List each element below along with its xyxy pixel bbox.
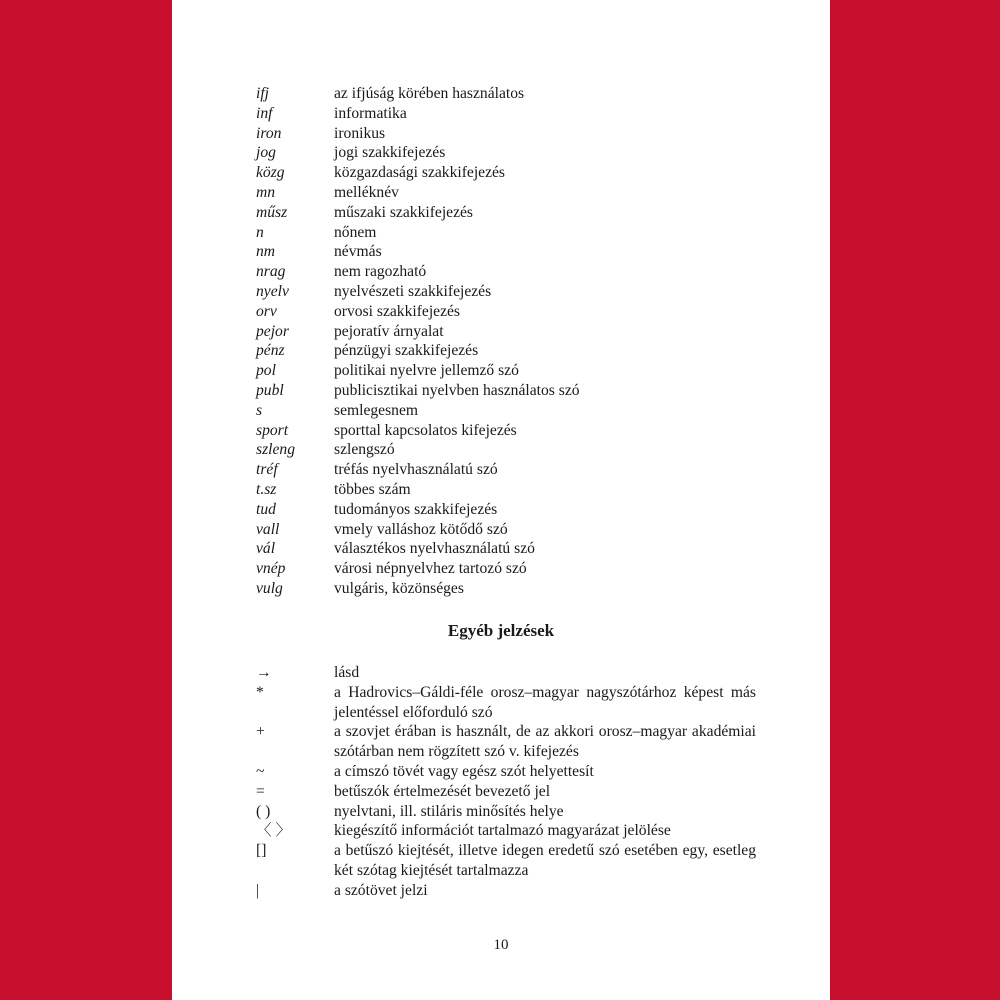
- symbol-definition: a szótövet jelzi: [334, 881, 428, 899]
- symbol-list: [256, 663, 756, 901]
- abbreviation-definition: sporttal kapcsolatos kifejezés: [334, 421, 517, 439]
- abbreviation-definition: semlegesnem: [334, 401, 419, 419]
- abbreviation-definition: szlengszó: [334, 441, 395, 459]
- abbreviation-definition: választékos nyelvhasználatú szó: [334, 540, 535, 558]
- abbreviation-key: orv: [256, 302, 277, 320]
- abbreviation-list: [256, 84, 776, 599]
- abbreviation-row: [256, 322, 776, 342]
- symbol-key: *: [256, 683, 264, 701]
- abbreviation-row: [256, 143, 776, 163]
- symbol-row: [256, 683, 756, 723]
- abbreviation-row: [256, 500, 776, 520]
- section-title: Egyéb jelzések: [447, 621, 555, 640]
- abbreviation-definition: műszaki szakkifejezés: [334, 203, 473, 221]
- page-number: 10: [493, 937, 509, 953]
- abbreviation-key: közg: [256, 164, 285, 182]
- abbreviation-row: [256, 223, 776, 243]
- abbreviation-key: mn: [256, 183, 276, 201]
- abbreviation-definition: az ifjúság körében használatos: [334, 85, 525, 102]
- abbreviation-row: [256, 460, 776, 480]
- abbreviation-key: ifj: [256, 85, 269, 102]
- abbreviation-row: [256, 341, 776, 361]
- abbreviation-definition: vmely valláshoz kötődő szó: [334, 520, 508, 538]
- symbol-key: |: [256, 881, 260, 899]
- abbreviation-key: iron: [256, 124, 282, 142]
- abbreviation-definition: ironikus: [334, 124, 386, 142]
- abbreviation-row: [256, 361, 776, 381]
- abbreviation-key: vnép: [256, 560, 286, 578]
- abbreviation-key: sport: [256, 421, 289, 439]
- abbreviation-row: [256, 163, 776, 183]
- symbol-key: +: [256, 723, 265, 741]
- abbreviation-key: n: [256, 223, 264, 241]
- symbol-row: [256, 841, 756, 881]
- abbreviation-definition: pejoratív árnyalat: [334, 322, 444, 340]
- symbol-row: [256, 821, 756, 841]
- abbreviation-key: tud: [256, 500, 276, 518]
- symbol-key: []: [256, 842, 267, 860]
- abbreviation-row: [256, 282, 776, 302]
- abbreviation-row: [256, 262, 776, 282]
- abbreviation-key: tréf: [256, 461, 278, 479]
- abbreviation-definition: nyelvészeti szakkifejezés: [334, 282, 492, 300]
- abbreviation-definition: melléknév: [334, 183, 399, 201]
- abbreviation-key: vulg: [256, 579, 283, 597]
- abbreviation-key: s: [256, 401, 263, 419]
- abbreviation-key: vall: [256, 520, 280, 538]
- symbol-definition: betűszók értelmezését bevezető jel: [334, 782, 551, 800]
- abbreviation-definition: publicisztikai nyelvben használatos szó: [334, 381, 580, 399]
- abbreviation-definition: nem ragozható: [334, 263, 427, 281]
- symbol-definition: a Hadrovics–Gáldi-féle orosz–magyar nagyszótárhoz képest más jelentéssel előforduló szó: [334, 683, 756, 721]
- symbol-row: [256, 722, 756, 762]
- symbol-key: 〈 〉: [256, 822, 292, 840]
- abbreviation-row: [256, 104, 776, 124]
- abbreviation-definition: közgazdasági szakkifejezés: [334, 164, 506, 182]
- abbreviation-row: [256, 124, 776, 144]
- abbreviation-key: pénz: [256, 342, 285, 360]
- abbreviation-key: nm: [256, 243, 276, 261]
- symbol-row: [256, 663, 756, 683]
- symbol-key: →: [256, 664, 272, 681]
- abbreviation-key: t.sz: [256, 480, 277, 498]
- abbreviation-definition: politikai nyelvre jellemző szó: [334, 362, 519, 380]
- abbreviation-row: [256, 520, 776, 540]
- symbol-definition: kiegészítő információt tartalmazó magyarázat jelölése: [334, 822, 671, 840]
- symbol-definition: lásd: [334, 664, 360, 681]
- abbreviation-definition: nőnem: [334, 223, 377, 241]
- left-red-border: [0, 0, 172, 1000]
- abbreviation-row: [256, 381, 776, 401]
- abbreviation-definition: informatika: [334, 104, 407, 122]
- abbreviation-row: [256, 302, 776, 322]
- symbol-key: =: [256, 782, 265, 800]
- abbreviation-row: [256, 559, 776, 579]
- abbreviation-row: [256, 440, 776, 460]
- symbol-definition: a betűszó kiejtését, illetve idegen eredetű szó esetében egy, esetleg két szótag kiejtését tartalmazza: [334, 842, 756, 879]
- right-red-border: [830, 0, 1000, 1000]
- abbreviation-definition: tréfás nyelvhasználatú szó: [334, 461, 498, 479]
- abbreviation-key: pejor: [256, 322, 289, 340]
- abbreviation-definition: orvosi szakkifejezés: [334, 302, 460, 320]
- abbreviation-key: nyelv: [256, 282, 289, 300]
- abbreviation-definition: tudományos szakkifejezés: [334, 500, 498, 518]
- abbreviation-definition: jogi szakkifejezés: [334, 144, 446, 162]
- symbol-definition: a címszó tövét vagy egész szót helyettesít: [334, 762, 594, 780]
- abbreviation-row: [256, 242, 776, 262]
- abbreviation-row: [256, 421, 776, 441]
- abbreviation-definition: többes szám: [334, 480, 411, 498]
- abbreviation-row: [256, 579, 776, 599]
- symbol-definition: nyelvtani, ill. stiláris minősítés helye: [334, 802, 564, 820]
- abbreviation-row: [256, 84, 776, 104]
- abbreviation-key: nrag: [256, 263, 286, 281]
- symbol-row: [256, 802, 756, 822]
- abbreviation-row: [256, 480, 776, 500]
- abbreviation-row: [256, 183, 776, 203]
- abbreviation-key: szleng: [256, 441, 295, 459]
- abbreviation-key: vál: [256, 540, 276, 558]
- abbreviation-key: jog: [256, 144, 276, 162]
- abbreviation-row: [256, 539, 776, 559]
- abbreviation-key: publ: [256, 381, 284, 399]
- abbreviation-definition: névmás: [334, 243, 382, 261]
- symbol-row: [256, 782, 756, 802]
- abbreviation-key: inf: [256, 104, 273, 122]
- abbreviation-key: pol: [256, 362, 276, 380]
- abbreviation-definition: vulgáris, közönséges: [334, 579, 464, 597]
- abbreviation-row: [256, 401, 776, 421]
- symbol-definition: a szovjet érában is használt, de az akkori orosz–magyar akadémiai szótárban nem rögzített szó v. kifejezés: [334, 723, 756, 761]
- symbol-row: [256, 881, 756, 901]
- symbol-key: ~: [256, 762, 265, 780]
- symbol-row: [256, 762, 756, 782]
- symbol-key: ( ): [256, 802, 271, 820]
- abbreviation-definition: pénzügyi szakkifejezés: [334, 342, 479, 360]
- abbreviation-definition: városi népnyelvhez tartozó szó: [334, 560, 527, 578]
- abbreviation-key: műsz: [256, 203, 288, 221]
- abbreviation-row: [256, 203, 776, 223]
